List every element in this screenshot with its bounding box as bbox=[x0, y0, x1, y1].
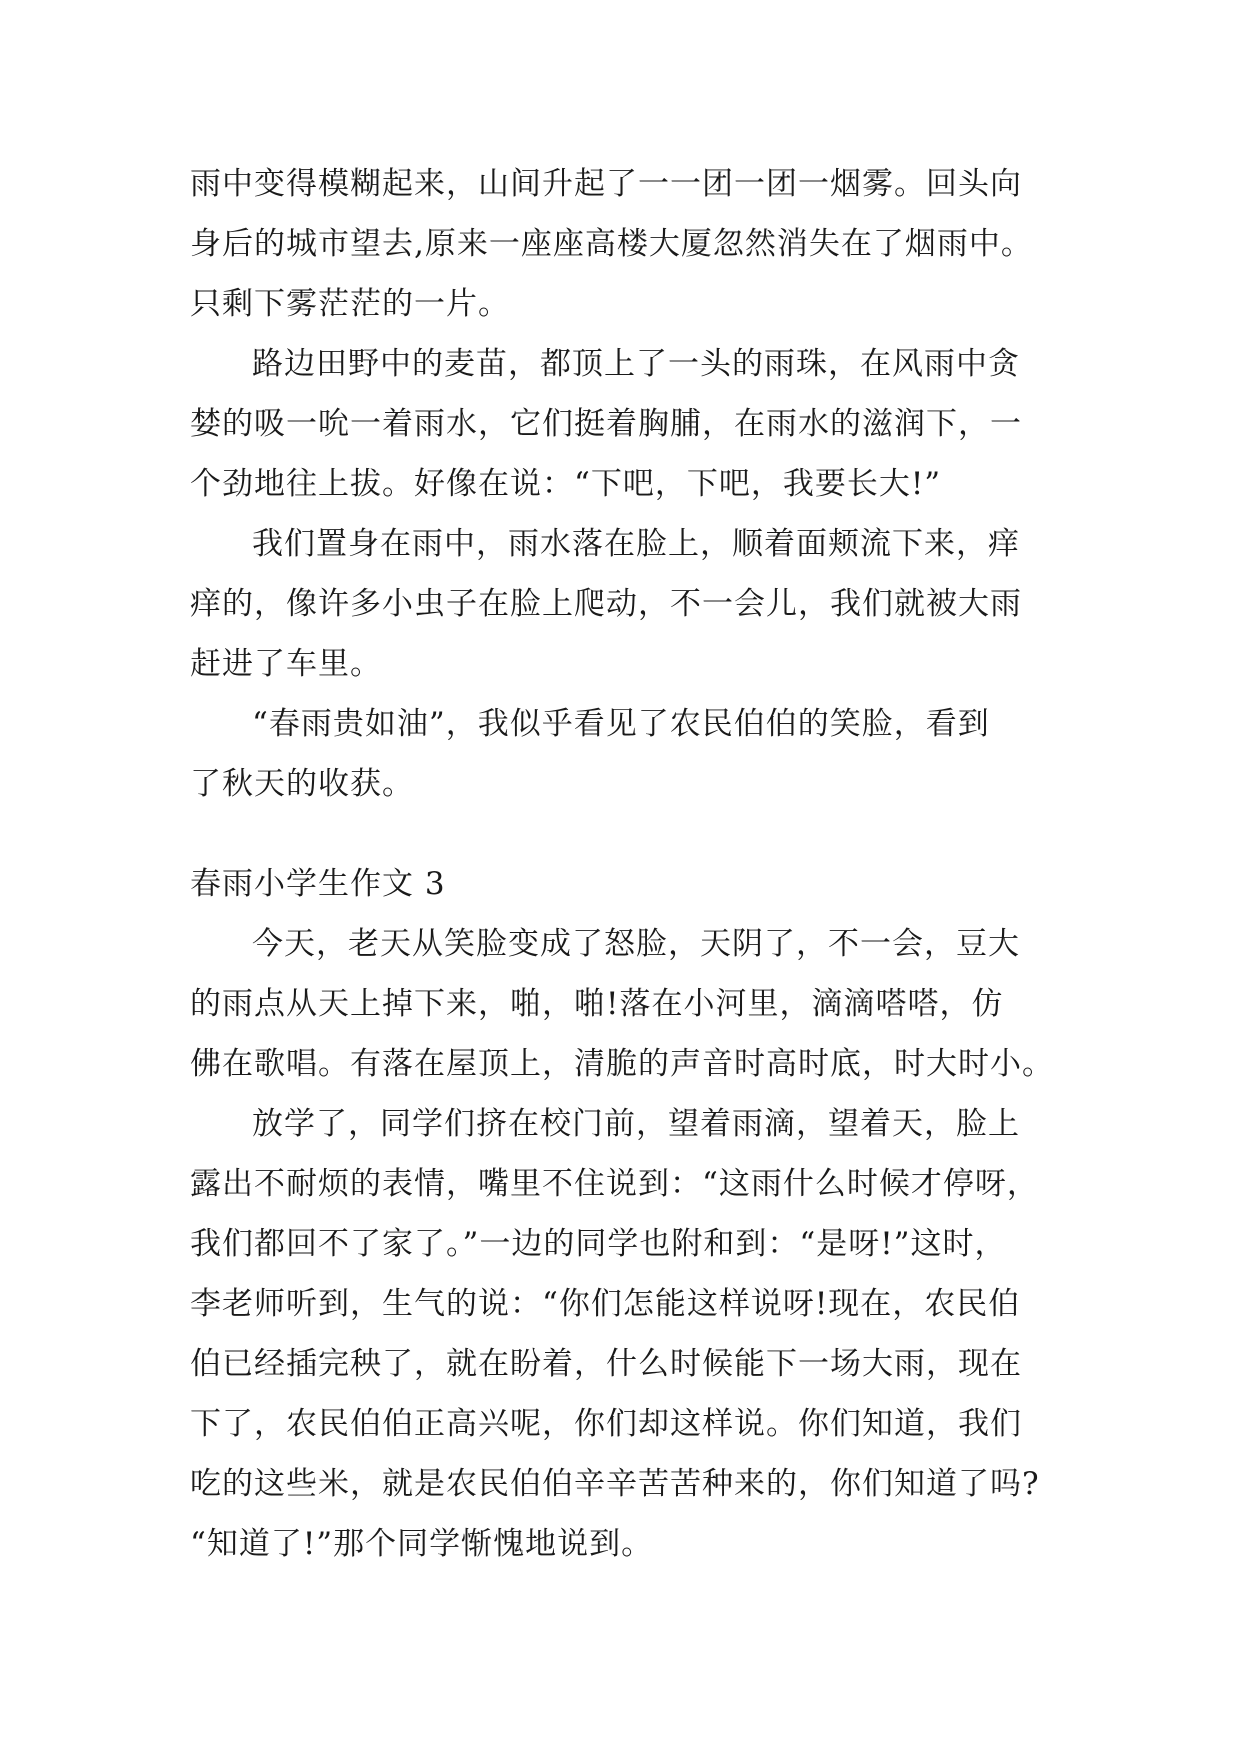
text-line: 露出不耐烦的表情，嘴里不住说到：“这雨什么时候才停呀， bbox=[190, 1166, 1039, 1202]
text-line: 我们都回不了家了。”一边的同学也附和到：“是呀!”这时， bbox=[190, 1226, 1007, 1262]
paragraph-start-line: 路边田野中的麦苗，都顶上了一头的雨珠，在风雨中贪 bbox=[252, 346, 1020, 382]
paragraph-start-line: 我们置身在雨中，雨水落在脸上，顺着面颊流下来，痒 bbox=[252, 526, 1020, 562]
text-line: 痒的，像许多小虫子在脸上爬动，不一会儿，我们就被大雨 bbox=[190, 586, 1022, 622]
text-line: 伯已经插完秧了，就在盼着，什么时候能下一场大雨，现在 bbox=[190, 1346, 1022, 1382]
text-line: 身后的城市望去,原来一座座高楼大厦忽然消失在了烟雨中。 bbox=[190, 226, 1033, 262]
text-line: 了秋天的收获。 bbox=[190, 766, 414, 802]
text-line: 雨中变得模糊起来，山间升起了一一团一团一烟雾。回头向 bbox=[190, 166, 1022, 202]
text-line: 只剩下雾茫茫的一片。 bbox=[190, 286, 510, 322]
text-line: 吃的这些米，就是农民伯伯辛辛苦苦种来的，你们知道了吗? bbox=[190, 1466, 1040, 1502]
text-line: 李老师听到，生气的说：“你们怎能这样说呀!现在，农民伯 bbox=[190, 1286, 1021, 1322]
paragraph-start-line: 今天，老天从笑脸变成了怒脸，天阴了，不一会，豆大 bbox=[252, 926, 1020, 962]
text-line: 下了，农民伯伯正高兴呢，你们却这样说。你们知道，我们 bbox=[190, 1406, 1022, 1442]
section-heading: 春雨小学生作文 3 bbox=[190, 866, 446, 902]
text-line: 赶进了车里。 bbox=[190, 646, 382, 682]
paragraph-start-line: “春雨贵如油”，我似乎看见了农民伯伯的笑脸，看到 bbox=[252, 706, 990, 742]
text-line: 的雨点从天上掉下来，啪，啪!落在小河里，滴滴嗒嗒，仿 bbox=[190, 986, 1004, 1022]
text-line: 个劲地往上拔。好像在说：“下吧，下吧，我要长大!” bbox=[190, 466, 942, 502]
text-line: 佛在歌唱。有落在屋顶上，清脆的声音时高时底，时大时小。 bbox=[190, 1046, 1054, 1082]
text-line: 婪的吸一吮一着雨水，它们挺着胸脯，在雨水的滋润下，一 bbox=[190, 406, 1022, 442]
text-line: “知道了!”那个同学惭愧地说到。 bbox=[190, 1526, 654, 1562]
paragraph-start-line: 放学了，同学们挤在校门前，望着雨滴，望着天，脸上 bbox=[252, 1106, 1020, 1142]
